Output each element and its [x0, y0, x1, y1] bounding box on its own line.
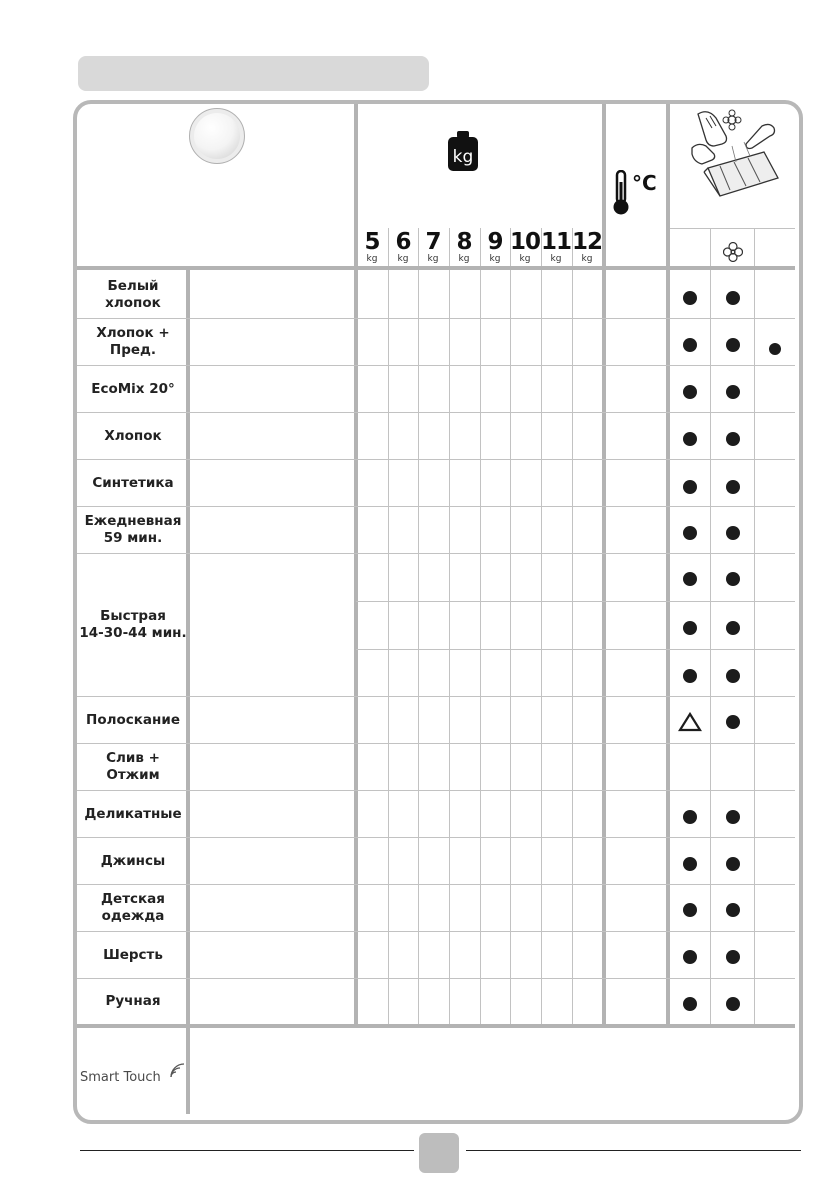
detergent-dot-marker [683, 291, 697, 305]
detergent-dot-marker [683, 857, 697, 871]
grid-line [449, 228, 450, 1026]
capacity-5kg: 5 kg [364, 229, 380, 264]
footer-divider [80, 1150, 414, 1151]
detergent-dot-marker [726, 715, 740, 729]
program-name: Полоскание [86, 711, 180, 728]
detergent-dot-marker [726, 338, 740, 352]
program-name: Ежедневная 59 мин. [84, 513, 182, 546]
detergent-dot-marker [726, 526, 740, 540]
grid-line [77, 266, 795, 270]
detergent-dot-marker [726, 950, 740, 964]
program-name: Шерсть [103, 946, 163, 963]
detergent-dot-marker [726, 621, 740, 635]
detergent-dot-marker [726, 857, 740, 871]
program-name: Быстрая 14-30-44 мин. [79, 608, 187, 641]
detergent-dot-marker [683, 572, 697, 586]
thermometer-icon [612, 170, 630, 216]
detergent-dot-marker [769, 343, 781, 355]
detergent-dot-marker [726, 432, 740, 446]
capacity-8kg: 8 kg [456, 229, 472, 264]
detergent-dot-marker [683, 526, 697, 540]
detergent-dot-marker [726, 997, 740, 1011]
detergent-dot-marker [726, 480, 740, 494]
grid-line [670, 228, 795, 229]
detergent-dot-marker [683, 997, 697, 1011]
detergent-dot-marker [683, 669, 697, 683]
grid-line [356, 649, 795, 650]
detergent-dot-marker [726, 669, 740, 683]
grid-line [710, 228, 711, 1026]
grid-line [418, 228, 419, 1026]
program-name: Ручная [105, 993, 161, 1009]
program-name: Хлопок [104, 427, 162, 444]
detergent-dot-marker [726, 903, 740, 917]
program-name: Джинсы [100, 852, 166, 869]
wireless-icon [168, 1060, 188, 1082]
grid-line [754, 228, 755, 1026]
program-name: Детская одежда [101, 891, 165, 924]
detergent-dot-marker [683, 810, 697, 824]
grid-line [356, 601, 795, 602]
grid-line [480, 228, 481, 1026]
capacity-10kg: 10 kg [510, 229, 541, 264]
program-name: Деликатные [84, 805, 182, 822]
detergent-dot-marker [726, 810, 740, 824]
capacity-9kg: 9 kg [487, 229, 503, 264]
temperature-unit: °C [632, 171, 657, 195]
grid-line [666, 104, 670, 1026]
program-knob-icon [189, 108, 245, 164]
detergent-dot-marker [683, 903, 697, 917]
capacity-7kg: 7 kg [425, 229, 441, 264]
grid-line [541, 228, 542, 1026]
grid-line [572, 228, 573, 1026]
capacity-11kg: 11 kg [541, 229, 572, 264]
detergent-dot-marker [683, 385, 697, 399]
triangle-icon [678, 712, 702, 732]
detergent-drawer-icon [684, 108, 786, 208]
detergent-dot-marker [683, 338, 697, 352]
detergent-dot-marker [726, 291, 740, 305]
fabric-softener-icon [723, 242, 743, 262]
capacity-12kg: 12 kg [572, 229, 603, 264]
smart-touch-label: Smart Touch [80, 1070, 161, 1085]
detergent-dot-marker [726, 572, 740, 586]
program-name: Синтетика [92, 474, 174, 491]
svg-text:kg: kg [452, 147, 474, 167]
page-number-tab [419, 1133, 459, 1173]
detergent-dot-marker [683, 432, 697, 446]
capacity-6kg: 6 kg [395, 229, 411, 264]
program-name: Белый хлопок [105, 277, 161, 311]
weight-icon [446, 131, 480, 173]
grid-line [77, 1024, 795, 1028]
detergent-dot-marker [683, 480, 697, 494]
program-name: Хлопок + Пред. [96, 325, 170, 358]
footer-divider [466, 1150, 801, 1151]
grid-line [602, 104, 606, 1026]
grid-line [388, 228, 389, 1026]
program-name: Слив + Отжим [106, 750, 160, 783]
detergent-dot-marker [683, 621, 697, 635]
program-name: EcoMix 20° [91, 380, 175, 397]
detergent-dot-marker [726, 385, 740, 399]
grid-line [510, 228, 511, 1026]
detergent-dot-marker [683, 950, 697, 964]
